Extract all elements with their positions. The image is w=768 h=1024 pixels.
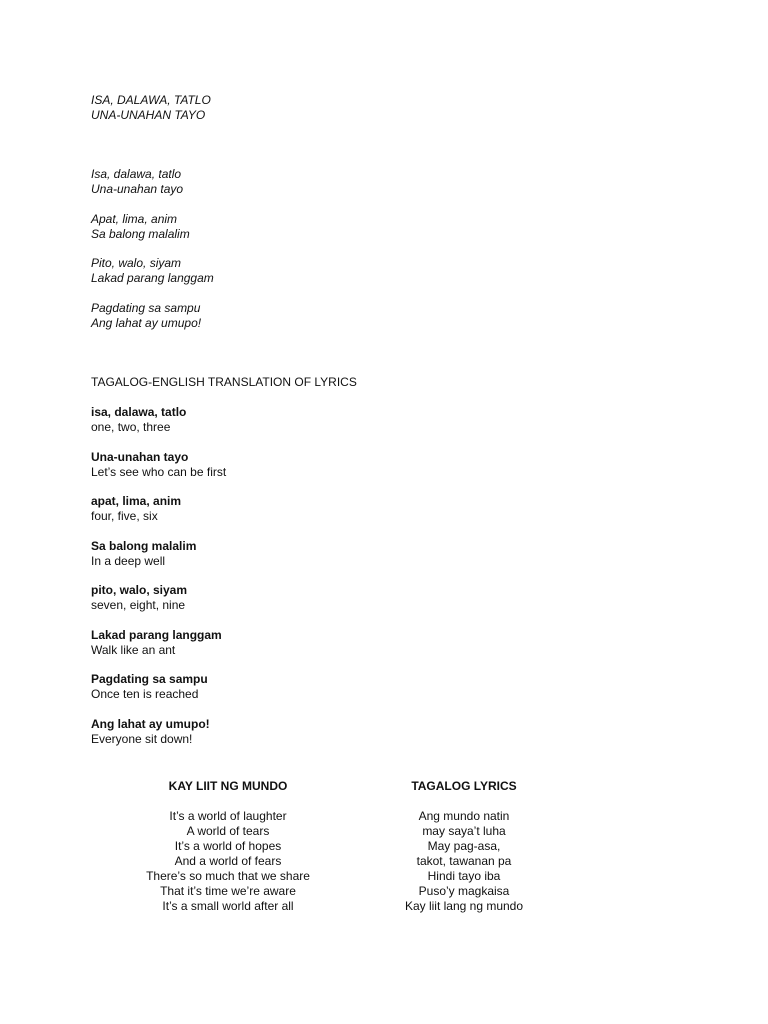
english-lyric-line: It’s a world of laughter	[169, 809, 287, 823]
tagalog-lyrics-heading: TAGALOG LYRICS	[411, 779, 517, 793]
lyric-line: Apat, lima, anim	[91, 211, 178, 226]
english-lyric-line: It’s a small world after all	[162, 899, 294, 913]
translation-pair	[91, 628, 226, 658]
tagalog-lyric-line: Hindi tayo iba	[427, 869, 501, 883]
song-title	[91, 93, 211, 123]
english-translation: one, two, three	[91, 420, 171, 434]
kay-liit-heading: KAY LIIT NG MUNDO	[168, 779, 288, 793]
stanza	[91, 212, 214, 242]
lyric-line: Sa balong malalim	[91, 226, 190, 241]
english-lyric-line: It’s a world of hopes	[174, 839, 282, 853]
english-translation: Let’s see who can be first	[91, 464, 227, 479]
translation-pair	[91, 583, 226, 613]
tagalog-phrase: isa, dalawa, tatlo	[91, 405, 187, 419]
tagalog-phrase: Una-unahan tayo	[91, 449, 189, 464]
tagalog-lyric-line: may saya’t luha	[422, 824, 506, 838]
tagalog-phrase: apat, lima, anim	[91, 494, 182, 508]
english-lyric-line: And a world of fears	[174, 854, 282, 868]
translation-pair	[91, 450, 226, 480]
song-title-line-2: UNA-UNAHAN TAYO	[91, 108, 206, 122]
kay-liit-column	[128, 779, 328, 914]
stanza	[91, 256, 214, 286]
english-lyric-line: There’s so much that we share	[146, 869, 310, 883]
lyric-line: Isa, dalawa, tatlo	[91, 167, 182, 181]
lyric-line: Pito, walo, siyam	[91, 256, 182, 270]
song-title-line-1: ISA, DALAWA, TATLO	[91, 93, 211, 107]
english-translation: four, five, six	[91, 509, 158, 523]
translation-pair	[91, 539, 226, 569]
english-translation: Everyone sit down!	[91, 731, 193, 746]
translation-pair	[91, 494, 226, 524]
tagalog-phrase: Ang lahat ay umupo!	[91, 716, 210, 731]
tagalog-phrase: Pagdating sa sampu	[91, 672, 208, 686]
tagalog-phrase: Lakad parang langgam	[91, 627, 222, 642]
tagalog-lyric-line: May pag-asa,	[427, 839, 501, 853]
tagalog-lyric-line: Kay liit lang ng mundo	[404, 899, 524, 913]
stanza	[91, 167, 214, 197]
translation-pair	[91, 717, 226, 747]
tagalog-phrase: Sa balong malalim	[91, 538, 197, 553]
tagalog-lyrics-column	[364, 779, 564, 914]
english-lyric-line: That it’s time we’re aware	[160, 884, 296, 898]
lyric-line: Ang lahat ay umupo!	[91, 315, 202, 330]
lyric-line: Lakad parang langgam	[91, 271, 214, 285]
translation-pair	[91, 672, 226, 702]
tagalog-lyric-line: Ang mundo natin	[418, 809, 510, 823]
english-lyric-line: A world of tears	[186, 824, 270, 838]
english-translation: Once ten is reached	[91, 687, 199, 701]
lyrics-stanzas	[91, 167, 214, 345]
stanza	[91, 301, 214, 331]
lyric-line: Una-unahan tayo	[91, 182, 184, 196]
english-translation: In a deep well	[91, 553, 166, 568]
translation-heading: TAGALOG-ENGLISH TRANSLATION OF LYRICS	[91, 375, 357, 389]
tagalog-lyric-line: takot, tawanan pa	[416, 854, 512, 868]
tagalog-lyric-line: Puso’y magkaisa	[418, 884, 510, 898]
translation-pair	[91, 405, 226, 435]
translation-list	[91, 405, 226, 761]
english-translation: seven, eight, nine	[91, 598, 186, 612]
english-translation: Walk like an ant	[91, 642, 176, 657]
tagalog-phrase: pito, walo, siyam	[91, 583, 188, 597]
lyric-line: Pagdating sa sampu	[91, 300, 201, 315]
